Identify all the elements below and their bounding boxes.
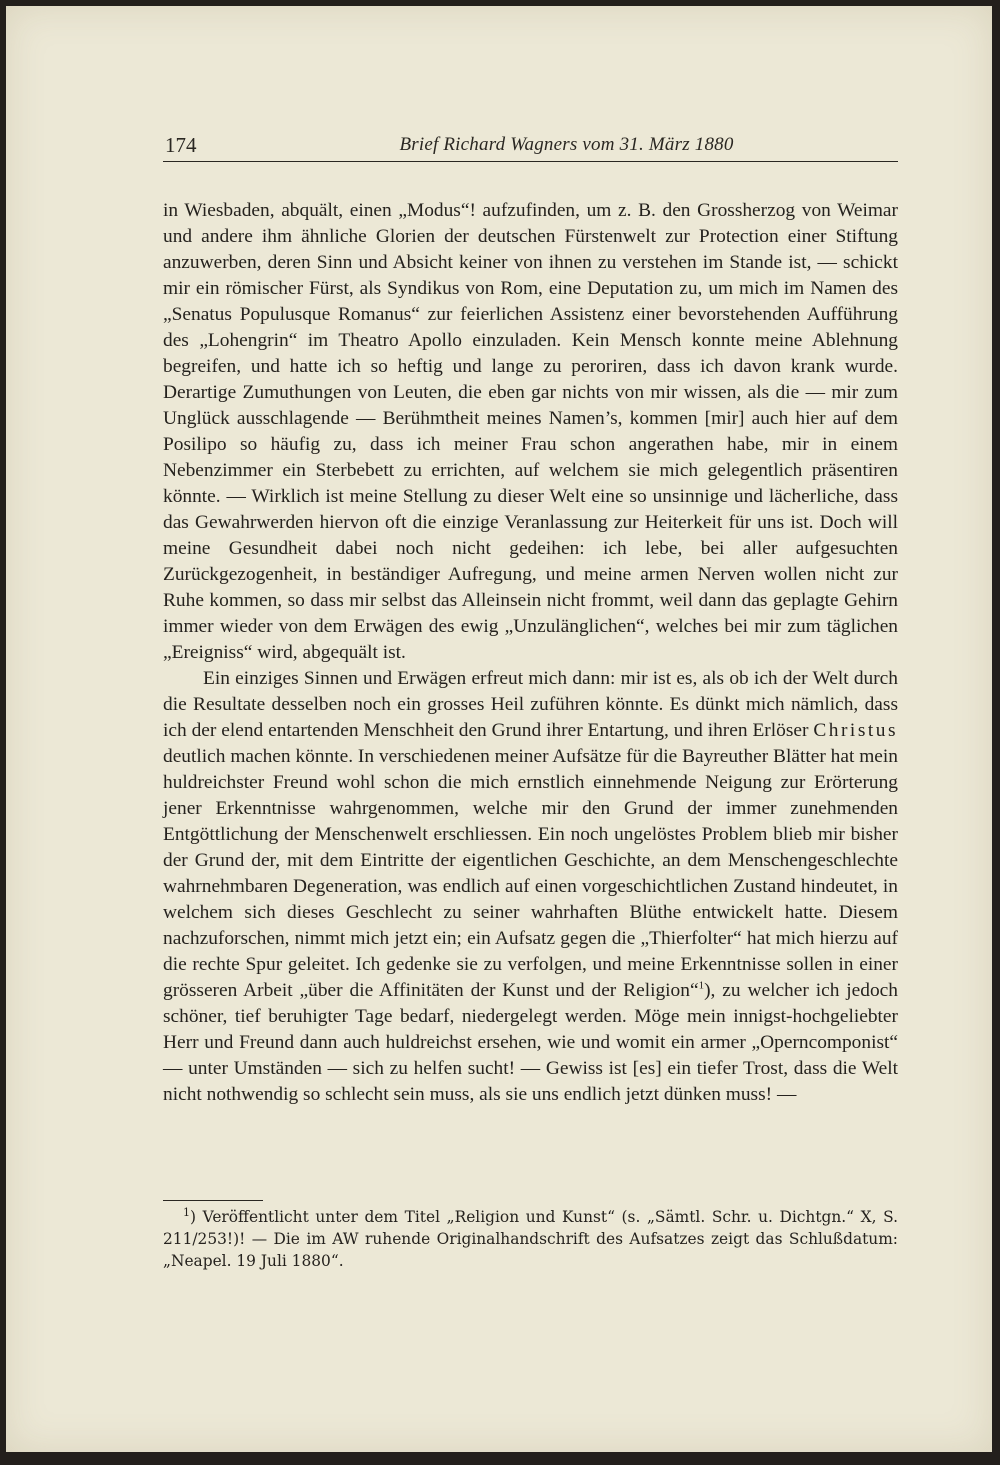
footnote-text: ) Veröffentlicht unter dem Titel „Religion und Kunst“ (s. „Sämtl. Schr. u. Dichtgn.“ X, S. 211/253!)! — Die im AW ruhende Originalhandschrift des Aufsatzes zeigt das Schlußdatum: „Neapel. 19 Juli 1880“. bbox=[163, 1208, 898, 1270]
paragraph-1: in Wiesbaden, abquält, einen „Modus“! aufzufinden, um z. B. den Grossherzog von Weimar und andere ihm ähnliche Glorien der deutschen Fürstenwelt zur Protection einer Stiftung anzuwerben, deren Sinn und Absicht keiner von ihnen zu verstehen im Stande ist, — schickt mir ein römischer Fürst, als Syndikus von Rom, eine Deputation zu, um mich im Namen des „Senatus Populusque Romanus“ zur feierlichen Assistenz einer bevorstehenden Aufführung des „Lohengrin“ im Theatro Apollo einzuladen. Kein Mensch konnte meine Ablehnung begreifen, und hatte ich so heftig und lange zu peroriren, dass ich davon krank wurde. Derartige Zumuthungen von Leuten, die eben gar nichts von mir wissen, als die — mir zum Unglück ausschlagende — Berühmtheit meines Namen’s, kommen [mir] auch hier auf dem Posilipo so häufig zu, dass ich meiner Frau schon angerathen habe, mir in einem Nebenzimmer ein Sterbebett zu errichten, auf welchem sie mich gelegentlich präsentiren könnte. — Wirklich ist meine Stellung zu dieser Welt eine so unsinnige und lächerliche, dass das Gewahrwerden hiervon oft die einzige Veranlassung zur Heiterkeit für uns ist. Doch will meine Gesundheit dabei noch nicht gedeihen: ich lebe, bei aller aufgesuchten Zurückgezogenheit, in beständiger Aufregung, und meine armen Nerven wollen nicht zur Ruhe kommen, so dass mir selbst das Alleinsein nicht frommt, weil dann das geplagte Gehirn immer wieder von dem Erwägen des ewig „Unzulänglichen“, welches bei mir zum täglichen „Ereigniss“ wird, abgequält ist. bbox=[163, 200, 898, 663]
footnote bbox=[163, 1206, 898, 1272]
page-number: 174 bbox=[165, 133, 197, 157]
paragraph-2-text-c: ), zu welcher ich jedoch schöner, tief beruhigter Tage bedarf, niedergelegt werden. Möge mein innigst-hochgeliebter Herr und Freund dann auch huldreichst ersehen, wie und womit ein armer „Operncomponist“ — unter Umständen — sich zu helfen sucht! — Gewiss ist [es] ein tiefer Trost, dass die Welt nicht nothwendig so schlecht sein muss, als sie uns endlich jetzt dünken muss! — bbox=[163, 980, 898, 1105]
emphasized-name: Christus bbox=[813, 720, 898, 741]
footnote-divider bbox=[163, 1200, 263, 1201]
running-title: Brief Richard Wagners vom 31. März 1880 bbox=[399, 134, 734, 155]
letter-body bbox=[163, 198, 898, 1108]
footnote-mark: 1 bbox=[183, 1205, 190, 1219]
footnote-reference: 1 bbox=[698, 979, 705, 992]
paragraph-2 bbox=[163, 666, 898, 1108]
paragraph-2-text-b: deutlich machen könnte. In verschiedenen meiner Aufsätze für die Bayreuther Blätter hat mein huldreichster Freund wohl schon die mich ernstlich einnehmende Neigung zur Erörterung jener Erkenntnisse wahrgenommen, welche mir den Grund der immer zunehmenden Entgöttlichung der Menschenwelt erschliessen. Ein noch ungelöstes Problem blieb mir bisher der Grund der, mit dem Eintritte der eigentlichen Geschichte, an dem Menschengeschlechte wahrnehmbaren Degeneration, was endlich auf einen vorgeschichtlichen Zustand hindeutet, in welchem sich dieses Geschlecht zu seiner wahrhaften Blüthe entwickelt hatte. Diesem nachzuforschen, nimmt mich jetzt ein; ein Aufsatz gegen die „Thierfolter“ hat mich hierzu auf die rechte Spur geleitet. Ich gedenke sie zu verfolgen, und meine Erkenntnisse sollen in einer grösseren Arbeit „über die Affinitäten der Kunst und der Religion“ bbox=[163, 746, 898, 1001]
paragraph-2-text-a: Ein einziges Sinnen und Erwägen erfreut mich dann: mir ist es, als ob ich der Welt durch die Resultate desselben noch ein grosses Heil zuführen könnte. Es dünkt mich nämlich, dass ich der elend entartenden Menschheit den Grund ihrer Entartung, und ihren Erlöser bbox=[163, 668, 898, 741]
page-header bbox=[163, 131, 898, 162]
